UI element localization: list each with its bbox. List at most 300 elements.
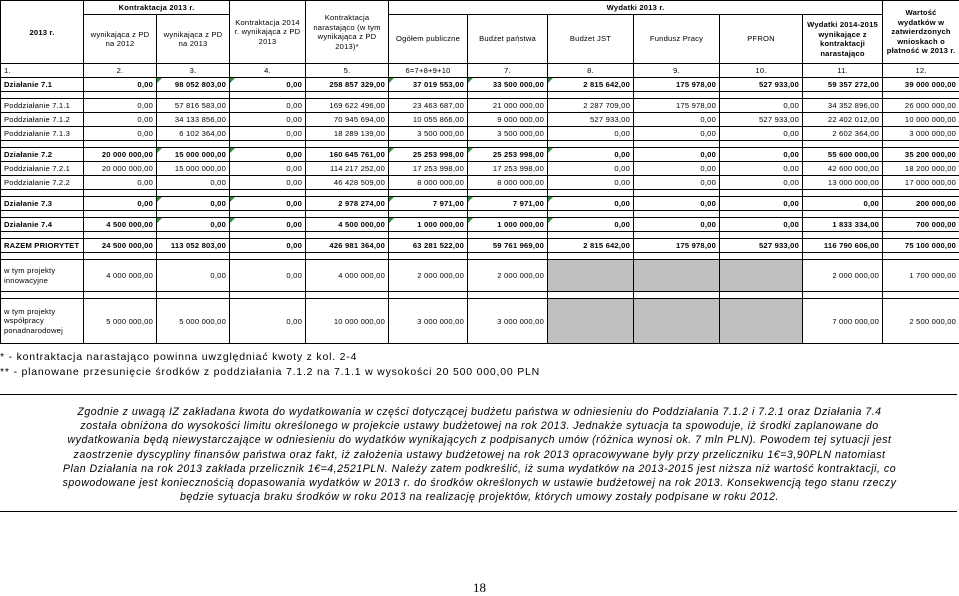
spacer-cell — [634, 292, 720, 299]
spacer-cell — [468, 292, 548, 299]
spacer-cell — [157, 211, 230, 218]
table-cell: 0,00 — [230, 176, 306, 190]
table-cell: 2 602 364,00 — [803, 127, 883, 141]
table-cell: 2 815 642,00 — [548, 78, 634, 92]
col-number: 11. — [803, 64, 883, 78]
spacer-cell — [634, 253, 720, 260]
footnotes — [0, 350, 540, 380]
spacer-row — [1, 211, 959, 218]
table-cell: 200 000,00 — [883, 197, 959, 211]
table-cell: 13 000 000,00 — [803, 176, 883, 190]
table-cell: 8 000 000,00 — [389, 176, 468, 190]
spacer-cell — [468, 141, 548, 148]
table-cell: 2 287 709,00 — [548, 99, 634, 113]
spacer-cell — [230, 253, 306, 260]
table-cell: 3 000 000,00 — [468, 299, 548, 344]
spacer-cell — [1, 232, 84, 239]
explanation-line: zaostrzenie dyscypliny finansów państwa oraz fakt, iż założenia ustawy budżetowej na rok 2013 opracowywane były przy przeliczniku 1€=3,90PLN natomiast — [73, 448, 886, 461]
table-cell: 22 402 012,00 — [803, 113, 883, 127]
row-label: Działanie 7.1 — [1, 78, 84, 92]
table-cell: 0,00 — [230, 218, 306, 232]
spacer-cell — [230, 211, 306, 218]
table-cell: 1 700 000,00 — [883, 260, 959, 292]
wydatki-group-header: Wydatki 2013 r. — [389, 1, 883, 15]
spacer-cell — [634, 190, 720, 197]
spacer-cell — [548, 292, 634, 299]
spacer-cell — [389, 253, 468, 260]
row-label: w tym projekty innowacyjne — [1, 260, 84, 292]
table-cell: 4 000 000,00 — [84, 260, 157, 292]
col-number: 5. — [306, 64, 389, 78]
spacer-row — [1, 141, 959, 148]
spacer-row — [1, 92, 959, 99]
table-cell: 15 000 000,00 — [157, 162, 230, 176]
table-cell: 0,00 — [84, 197, 157, 211]
spacer-cell — [548, 190, 634, 197]
comment-marker-icon — [157, 197, 162, 202]
footnote: ** - planowane przesunięcie środków z poddziałania 7.1.2 na 7.1.1 w wysokości 20 500 000,00 PLN — [0, 366, 541, 378]
spacer-cell — [468, 92, 548, 99]
table-cell: 39 000 000,00 — [883, 78, 959, 92]
table-cell: 15 000 000,00 — [157, 148, 230, 162]
table-cell: 116 790 606,00 — [803, 239, 883, 253]
table-cell: 3 000 000,00 — [389, 299, 468, 344]
table-cell: 0,00 — [230, 260, 306, 292]
comment-marker-icon — [157, 218, 162, 223]
table-cell: 18 200 000,00 — [883, 162, 959, 176]
table-cell: 2 500 000,00 — [883, 299, 959, 344]
table-cell: 0,00 — [720, 148, 803, 162]
table-cell: 75 100 000,00 — [883, 239, 959, 253]
table-cell: 0,00 — [720, 99, 803, 113]
spacer-cell — [803, 211, 883, 218]
col-header-6: Budżet państwa — [468, 15, 548, 64]
table-cell — [548, 260, 634, 292]
col-number: 10. — [720, 64, 803, 78]
explanation-line: będzie sytuacja braku środków w roku 2013 na realizację projektów, których umowy zostały podpisane w roku 2012. — [179, 491, 779, 504]
spacer-cell — [803, 141, 883, 148]
table-cell: 0,00 — [230, 299, 306, 344]
table-cell: 0,00 — [720, 218, 803, 232]
spacer-cell — [548, 253, 634, 260]
col-header-10: Wydatki 2014-2015 wynikające z kontraktacji narastająco — [803, 15, 883, 64]
table-row — [1, 78, 959, 92]
col-header-9: PFRON — [720, 15, 803, 64]
comment-marker-icon — [548, 78, 553, 83]
table-cell: 0,00 — [84, 113, 157, 127]
comment-marker-icon — [548, 218, 553, 223]
comment-marker-icon — [389, 78, 394, 83]
table-cell: 24 500 000,00 — [84, 239, 157, 253]
col-header-4: Kontraktacja narastająco (w tym wynikająca z PD 2013)* — [306, 1, 389, 64]
spacer-cell — [548, 232, 634, 239]
col-header-7: Budżet JST — [548, 15, 634, 64]
table-cell: 527 933,00 — [720, 239, 803, 253]
row-label: Poddziałanie 7.1.3 — [1, 127, 84, 141]
comment-marker-icon — [548, 197, 553, 202]
table-cell: 2 000 000,00 — [468, 260, 548, 292]
spacer-cell — [84, 190, 157, 197]
spacer-cell — [803, 92, 883, 99]
table-cell: 0,00 — [84, 176, 157, 190]
spacer-cell — [720, 141, 803, 148]
spacer-cell — [84, 141, 157, 148]
table-cell: 23 463 687,00 — [389, 99, 468, 113]
table-cell: 98 052 803,00 — [157, 78, 230, 92]
spacer-cell — [1, 292, 84, 299]
table-cell: 0,00 — [230, 127, 306, 141]
table-cell: 8 000 000,00 — [468, 176, 548, 190]
spacer-cell — [1, 141, 84, 148]
comment-marker-icon — [389, 148, 394, 153]
table-row — [1, 260, 959, 292]
spacer-cell — [720, 232, 803, 239]
spacer-cell — [1, 92, 84, 99]
comment-marker-icon — [468, 78, 473, 83]
kontraktacja-group-header: Kontraktacja 2013 r. — [84, 1, 230, 15]
spacer-cell — [306, 232, 389, 239]
spacer-cell — [389, 292, 468, 299]
spacer-cell — [803, 253, 883, 260]
table-cell: 0,00 — [634, 197, 720, 211]
table-cell: 7 971,00 — [468, 197, 548, 211]
table-cell: 1 000 000,00 — [468, 218, 548, 232]
table-row — [1, 127, 959, 141]
table-cell: 33 500 000,00 — [468, 78, 548, 92]
table-cell — [634, 299, 720, 344]
comment-marker-icon — [468, 218, 473, 223]
row-label: w tym projekty współpracy ponadnarodowej — [1, 299, 84, 344]
table-cell: 0,00 — [720, 176, 803, 190]
spacer-cell — [230, 92, 306, 99]
row-label: Poddziałanie 7.1.1 — [1, 99, 84, 113]
table-cell: 57 816 583,00 — [157, 99, 230, 113]
spacer-cell — [389, 232, 468, 239]
table-cell: 0,00 — [84, 99, 157, 113]
table-cell: 7 971,00 — [389, 197, 468, 211]
spacer-cell — [720, 253, 803, 260]
spacer-cell — [84, 253, 157, 260]
comment-marker-icon — [230, 218, 235, 223]
table-cell: 25 253 998,00 — [389, 148, 468, 162]
spacer-cell — [389, 190, 468, 197]
table-cell: 6 102 364,00 — [157, 127, 230, 141]
table-cell: 0,00 — [84, 127, 157, 141]
comment-marker-icon — [468, 197, 473, 202]
table-cell: 3 500 000,00 — [389, 127, 468, 141]
table-cell: 7 000 000,00 — [803, 299, 883, 344]
col-number: 9. — [634, 64, 720, 78]
table-row — [1, 176, 959, 190]
table-cell: 0,00 — [720, 162, 803, 176]
explanation-line: Zgodnie z uwagą IZ zakładana kwota do wydatkowania w części dotyczącej budżetu państwa w odniesieniu do Poddziałania 7.1.2 i 7.2.1 oraz Działania 7.4 — [77, 406, 882, 418]
spacer-cell — [389, 141, 468, 148]
table-cell: 0,00 — [803, 197, 883, 211]
comment-marker-icon — [157, 148, 162, 153]
explanation-line: Plan Działania na rok 2013 zakłada przelicznik 1€=4,2521PLN. Należy zatem podkreślić, iż suma wydatków na 2013-2015 jest niższa niż wartość kontraktacji, co — [62, 462, 897, 475]
table-cell: 21 000 000,00 — [468, 99, 548, 113]
table-cell: 4 500 000,00 — [306, 218, 389, 232]
table-cell: 34 352 896,00 — [803, 99, 883, 113]
spacer-cell — [468, 211, 548, 218]
table-cell: 527 933,00 — [720, 78, 803, 92]
table-cell: 0,00 — [548, 148, 634, 162]
col-header-1: wynikająca z PD na 2012 — [84, 15, 157, 64]
spacer-cell — [803, 232, 883, 239]
col-header-5: Ogółem publiczne — [389, 15, 468, 64]
table-cell: 4 500 000,00 — [84, 218, 157, 232]
spacer-cell — [230, 292, 306, 299]
table-cell: 0,00 — [634, 113, 720, 127]
table-cell: 2 000 000,00 — [803, 260, 883, 292]
table-cell: 3 000 000,00 — [883, 127, 959, 141]
spacer-cell — [306, 292, 389, 299]
table-cell: 175 978,00 — [634, 99, 720, 113]
table-cell: 0,00 — [634, 127, 720, 141]
table-cell: 2 978 274,00 — [306, 197, 389, 211]
spacer-cell — [157, 232, 230, 239]
table-cell: 63 281 522,00 — [389, 239, 468, 253]
spacer-cell — [548, 211, 634, 218]
row-label-header: 2013 r. — [1, 1, 84, 64]
spacer-cell — [883, 141, 959, 148]
table-cell: 0,00 — [157, 218, 230, 232]
table-cell: 34 133 856,00 — [157, 113, 230, 127]
footnote: * - kontraktacja narastająco powinna uwzględniać kwoty z kol. 2-4 — [0, 351, 358, 363]
row-label: Działanie 7.2 — [1, 148, 84, 162]
spacer-row — [1, 190, 959, 197]
spacer-cell — [720, 292, 803, 299]
row-label: Poddziałanie 7.1.2 — [1, 113, 84, 127]
spacer-cell — [634, 92, 720, 99]
spacer-cell — [720, 190, 803, 197]
spacer-cell — [468, 232, 548, 239]
table-cell: 0,00 — [230, 162, 306, 176]
spacer-cell — [548, 92, 634, 99]
spacer-cell — [883, 190, 959, 197]
table-cell: 0,00 — [157, 176, 230, 190]
table-cell: 0,00 — [230, 113, 306, 127]
spacer-cell — [1, 190, 84, 197]
table-cell: 2 000 000,00 — [389, 260, 468, 292]
table-cell: 3 500 000,00 — [468, 127, 548, 141]
table-cell: 0,00 — [157, 260, 230, 292]
col-number: 1. — [1, 64, 84, 78]
table-cell: 70 945 694,00 — [306, 113, 389, 127]
table-cell: 55 600 000,00 — [803, 148, 883, 162]
col-header-8: Fundusz Pracy — [634, 15, 720, 64]
explanation-line: spowodowane jest koniecznością dopasowania wydatków w 2013 r. do środków określonych w ustawie budżetowej na rok 2013. Konsekwencją tego stanu rzeczy — [62, 477, 897, 490]
table-cell: 0,00 — [634, 162, 720, 176]
table-row — [1, 99, 959, 113]
spacer-cell — [389, 92, 468, 99]
table-row — [1, 148, 959, 162]
table-cell: 1 000 000,00 — [389, 218, 468, 232]
spacer-cell — [84, 292, 157, 299]
table-cell: 59 761 969,00 — [468, 239, 548, 253]
spacer-cell — [720, 92, 803, 99]
table-cell: 113 052 803,00 — [157, 239, 230, 253]
row-label: Poddziałanie 7.2.2 — [1, 176, 84, 190]
spacer-cell — [230, 141, 306, 148]
table-cell: 9 000 000,00 — [468, 113, 548, 127]
col-number: 6=7+8+9+10 — [389, 64, 468, 78]
spacer-cell — [634, 141, 720, 148]
comment-marker-icon — [548, 148, 553, 153]
table-cell: 0,00 — [720, 127, 803, 141]
table-cell: 258 857 329,00 — [306, 78, 389, 92]
spacer-cell — [1, 211, 84, 218]
table-cell: 0,00 — [157, 197, 230, 211]
spacer-cell — [84, 92, 157, 99]
comment-marker-icon — [468, 148, 473, 153]
table-cell: 10 055 866,00 — [389, 113, 468, 127]
row-label: Poddziałanie 7.2.1 — [1, 162, 84, 176]
table-cell: 0,00 — [634, 176, 720, 190]
table-row — [1, 299, 959, 344]
table-cell: 0,00 — [634, 218, 720, 232]
spacer-row — [1, 292, 959, 299]
table-row — [1, 197, 959, 211]
col-number: 8. — [548, 64, 634, 78]
table-cell: 4 000 000,00 — [306, 260, 389, 292]
table-cell: 0,00 — [548, 127, 634, 141]
table-cell: 426 981 364,00 — [306, 239, 389, 253]
table-cell — [720, 299, 803, 344]
table-cell: 0,00 — [230, 148, 306, 162]
table-cell: 18 289 139,00 — [306, 127, 389, 141]
spacer-cell — [306, 190, 389, 197]
table-cell: 5 000 000,00 — [157, 299, 230, 344]
row-label: Działanie 7.3 — [1, 197, 84, 211]
spacer-cell — [230, 190, 306, 197]
table-cell: 17 253 998,00 — [468, 162, 548, 176]
table-cell: 26 000 000,00 — [883, 99, 959, 113]
table-cell: 10 000 000,00 — [306, 299, 389, 344]
comment-marker-icon — [389, 197, 394, 202]
table-cell: 59 357 272,00 — [803, 78, 883, 92]
table-cell: 114 217 252,00 — [306, 162, 389, 176]
table-cell — [634, 260, 720, 292]
table-cell: 0,00 — [548, 197, 634, 211]
spacer-cell — [634, 211, 720, 218]
spacer-cell — [157, 190, 230, 197]
table-cell: 0,00 — [230, 78, 306, 92]
spacer-cell — [389, 211, 468, 218]
col-number: 2. — [84, 64, 157, 78]
table-cell — [720, 260, 803, 292]
table-cell: 169 622 496,00 — [306, 99, 389, 113]
table-cell: 0,00 — [230, 239, 306, 253]
spacer-cell — [157, 292, 230, 299]
table-cell: 20 000 000,00 — [84, 148, 157, 162]
spacer-cell — [634, 232, 720, 239]
table-row — [1, 239, 959, 253]
row-label: Działanie 7.4 — [1, 218, 84, 232]
table-row — [1, 218, 959, 232]
col-header-2: wynikająca z PD na 2013 — [157, 15, 230, 64]
col-header-3: Kontraktacja 2014 r. wynikająca z PD 2013 — [230, 1, 306, 64]
spacer-row — [1, 232, 959, 239]
spacer-cell — [84, 211, 157, 218]
table-cell: 0,00 — [230, 197, 306, 211]
spacer-cell — [230, 232, 306, 239]
comment-marker-icon — [389, 218, 394, 223]
comment-marker-icon — [157, 78, 162, 83]
table-cell: 527 933,00 — [720, 113, 803, 127]
spacer-cell — [720, 211, 803, 218]
table-cell — [548, 299, 634, 344]
comment-marker-icon — [230, 78, 235, 83]
row-label: RAZEM PRIORYTET — [1, 239, 84, 253]
column-numbers-row — [1, 64, 959, 78]
spacer-cell — [157, 92, 230, 99]
col-number: 7. — [468, 64, 548, 78]
spacer-cell — [468, 190, 548, 197]
table-cell: 0,00 — [548, 218, 634, 232]
table-cell: 25 253 998,00 — [468, 148, 548, 162]
spacer-cell — [548, 141, 634, 148]
table-row — [1, 162, 959, 176]
table-cell: 0,00 — [84, 78, 157, 92]
table-cell: 0,00 — [634, 148, 720, 162]
table-cell: 0,00 — [548, 162, 634, 176]
spacer-cell — [1, 253, 84, 260]
table-cell: 46 428 509,00 — [306, 176, 389, 190]
table-cell: 175 978,00 — [634, 78, 720, 92]
spacer-cell — [157, 141, 230, 148]
table-cell: 5 000 000,00 — [84, 299, 157, 344]
spacer-cell — [306, 92, 389, 99]
page-number: 18 — [473, 580, 486, 595]
table-cell: 17 253 998,00 — [389, 162, 468, 176]
table-cell: 700 000,00 — [883, 218, 959, 232]
spacer-cell — [883, 232, 959, 239]
spacer-cell — [883, 92, 959, 99]
table-cell: 0,00 — [720, 197, 803, 211]
explanation-line: została obniżona do wysokości limitu określonego w projekcie ustawy budżetowej na rok 2013. Jednakże sytuacja ta spowoduje, iż środki zaplanowane do — [80, 420, 879, 433]
table-cell: 20 000 000,00 — [84, 162, 157, 176]
table-cell: 175 978,00 — [634, 239, 720, 253]
spacer-cell — [803, 190, 883, 197]
col-number: 4. — [230, 64, 306, 78]
spacer-cell — [306, 211, 389, 218]
spacer-cell — [883, 292, 959, 299]
table-cell: 0,00 — [548, 176, 634, 190]
table-cell: 1 833 334,00 — [803, 218, 883, 232]
table-cell: 35 200 000,00 — [883, 148, 959, 162]
spacer-cell — [157, 253, 230, 260]
table-cell: 2 815 642,00 — [548, 239, 634, 253]
table-row — [1, 113, 959, 127]
explanation-text — [0, 405, 959, 504]
spacer-cell — [468, 253, 548, 260]
table-cell: 527 933,00 — [548, 113, 634, 127]
spacer-cell — [883, 253, 959, 260]
col-header-11: Wartość wydatków w zatwierdzonych wnioskach o płatność w 2013 r. — [883, 1, 959, 64]
spacer-cell — [803, 292, 883, 299]
comment-marker-icon — [230, 197, 235, 202]
explanation-line: wydatkowania będą niewystarczające w odniesieniu do wydatków wynikających z podpisanych umów (różnica wynosi ok. 7 mln PLN). Powodem tej sytuacji jest — [67, 434, 892, 447]
col-number: 12. — [883, 64, 959, 78]
table-cell: 37 019 553,00 — [389, 78, 468, 92]
table-cell: 10 000 000,00 — [883, 113, 959, 127]
spacer-cell — [84, 232, 157, 239]
spacer-cell — [306, 141, 389, 148]
spacer-row — [1, 253, 959, 260]
table-cell: 42 600 000,00 — [803, 162, 883, 176]
col-number: 3. — [157, 64, 230, 78]
